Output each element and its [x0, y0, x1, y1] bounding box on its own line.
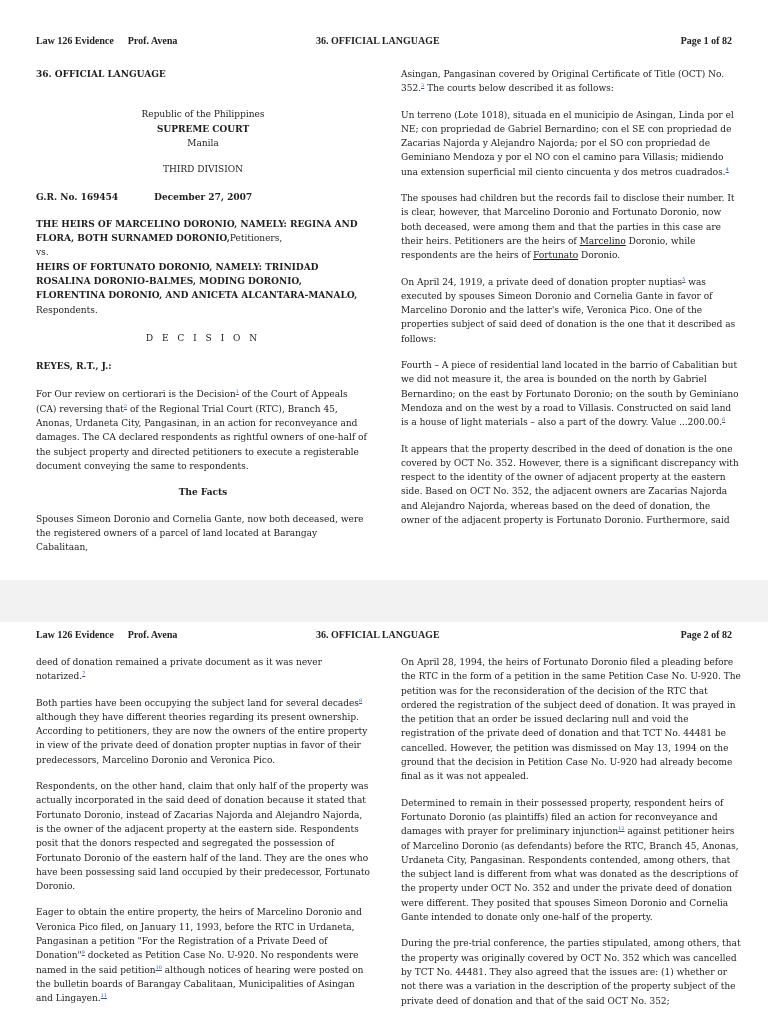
- court-block: [36, 108, 370, 177]
- respondents-role: Respondents.: [36, 305, 98, 316]
- footnote-link[interactable]: 10: [155, 964, 162, 971]
- paragraph: [401, 359, 741, 430]
- right-column: [401, 656, 741, 1021]
- header-page-number: Page 1 of 82: [680, 36, 732, 47]
- page-separator: [0, 580, 768, 622]
- paragraph-text: Eager to obtain the entire property, the heirs of Marcelino Doronio and Veronica Pico filed, on January 11, 1993, before the RTC in Urdaneta, Pangasinan a petition "For the Registration of a Private Deed of Donation": [36, 908, 362, 962]
- respondents-line: [36, 261, 370, 318]
- footnote-link[interactable]: 6: [722, 417, 726, 424]
- petitioners-names: THE HEIRS OF MARCELINO DORONIO, NAMELY: REGINA AND FLORA, BOTH SURNAMED DORONIO,: [36, 219, 358, 245]
- petitioners-line: [36, 218, 370, 247]
- paragraph: [401, 68, 741, 97]
- republic-line: Republic of the Philippines: [141, 110, 265, 121]
- versus-text: vs.: [36, 248, 49, 259]
- paragraph-text: Doronio.: [578, 251, 621, 262]
- paragraph-text: For Our review on certiorari is the Decision: [36, 390, 236, 401]
- paragraph-text: The courts below described it as follows:: [424, 84, 614, 95]
- paragraph-text: Un terreno (Lote 1018), situada en el municipio de Asingan, Linda por el NE; con propriedad de Gabriel Bernardino; con el SE con propriedad de Zacarias Najorda y Alejandro Najorda; por el SO con propriedad de Geminiano Mendoza y por el NO con el camino para Villasis; midiendo una extension superficial mil ciento cincuenta y dos metros cuadrados.: [401, 110, 734, 178]
- paragraph-text: of the Regional Trial Court (RTC), Branch 45, Anonas, Urdaneta City, Pangasinan, in an action for reconveyance and damages. The CA declared respondents as rightful owners of one-half of the subject property and directed petitioners to execute a registerable document conveying the same to respondents.: [36, 404, 367, 472]
- page-header: [0, 630, 768, 644]
- paragraph-text: The spouses had children but the records fail to disclose their number. It is clear, however, that Marcelino Doronio and Fortunato Doronio, now both deceased, were among them and that the parties in this case are their heirs. Petitioners are the heirs of: [401, 194, 735, 247]
- footnote-link[interactable]: 11: [100, 993, 108, 1000]
- underlined-name: Marcelino: [579, 236, 626, 247]
- paragraph-text: Determined to remain in their possessed property, respondent heirs of Fortunato Doronio (as plaintiffs) filed an action for reconveyance and damages with prayer for preliminary injunction: [401, 798, 724, 838]
- court-name: SUPREME COURT: [156, 124, 250, 135]
- paragraph-text: was executed by spouses Simeon Doronio and Cornelia Gante in favor of Marcelino Doronio and the latter's wife, Veronica Pico. One of the properties subject of said deed of donation is the one that it described as follows:: [401, 277, 736, 345]
- header-page-number: Page 2 of 82: [680, 630, 732, 641]
- paragraph-text: of the Court of Appeals (CA) reversing that: [36, 390, 348, 415]
- header-professor: Prof. Avena: [127, 630, 178, 641]
- paragraph-text: On April 24, 1919, a private deed of donation propter nuptias: [401, 277, 683, 288]
- paragraph: [401, 276, 741, 347]
- case-date: December 27, 2007: [154, 193, 253, 204]
- footnote-link[interactable]: 4: [725, 166, 729, 173]
- paragraph-text: although notices of hearing were posted on the bulletin boards of Barangay Cabalitaan, Municipalities of Asingan and Lingayen.: [36, 965, 364, 1005]
- document-page-2: [0, 622, 768, 1024]
- header-course: Law 126 Evidence: [36, 36, 114, 47]
- case-number-line: [36, 191, 370, 205]
- paragraph: [36, 656, 370, 685]
- right-column: [401, 68, 741, 540]
- paragraph: [401, 109, 741, 180]
- section-heading-facts: The Facts: [178, 488, 228, 499]
- footnote-link[interactable]: 8: [358, 697, 363, 704]
- court-city: Manila: [187, 138, 219, 149]
- respondents-names: HEIRS OF FORTUNATO DORONIO, NAMELY: TRINIDAD ROSALINA DORONIO-BALMES, MODING DORONIO, FLORENTINA DORONIO, AND ANICETA ALCANTARA-MANALO,: [36, 262, 358, 302]
- underlined-name: Fortunato: [533, 251, 579, 262]
- footnote-link[interactable]: 9: [81, 950, 85, 957]
- paragraph-text: although they have different theories regarding its present ownership. According to petitioners, they are now the owners of the entire property in view of the private deed of donation propter nuptias in favor of their predecessors, Marcelino Doronio and Veronica Pico.: [36, 712, 368, 766]
- paragraph: [36, 697, 370, 768]
- decision-heading: D E C I S I O N: [145, 333, 261, 344]
- paragraph: On April 28, 1994, the heirs of Fortunato Doronio filed a pleading before the RTC in the form of a petition in the same Petition Case No. U-920. The petition was for the reconsideration of the decision of the RTC that ordered the registration of the subject deed of donation. It was prayed in the petition that an order be issued declaring null and void the registration of the private deed of donation and that TCT No. 44481 be cancelled. However, the petition was dismissed on May 13, 1994 on the ground that the decision in Petition Case No. U-920 had already become final as it was not appealed.: [401, 658, 741, 783]
- document-title: 36. OFFICIAL LANGUAGE: [36, 70, 166, 80]
- paragraph: Spouses Simeon Doronio and Cornelia Gante, now both deceased, were the registered owners of a parcel of land located at Barangay Cabalitaan,: [36, 514, 364, 554]
- paragraph: During the pre-trial conference, the parties stipulated, among others, that the property was originally covered by OCT No. 352 which was cancelled by TCT No. 44481. They also agreed that the issues are: (1) whether or not there was a variation in the description of the property subject of the private deed of donation and that of the said OCT No. 352;: [401, 939, 741, 1007]
- page-header: [0, 36, 768, 50]
- ponente: REYES, R.T., J.:: [36, 362, 112, 373]
- header-topic: 36. OFFICIAL LANGUAGE: [316, 630, 440, 641]
- paragraph-text: Doronio, while respondents are the heirs of: [401, 236, 696, 262]
- division-name: THIRD DIVISION: [162, 165, 244, 176]
- footnote-link[interactable]: 12: [618, 826, 625, 833]
- header-left: [36, 36, 177, 47]
- paragraph: [401, 192, 741, 263]
- paragraph: Respondents, on the other hand, claim that only half of the property was actually incorporated in the said deed of donation because it stated that Fortunato Doronio, instead of Zacarias Najorda and Alejandro Najorda, is the owner of the adjacent property at the eastern side. Respondents posit that the donors respected and segregated the possession of Fortunato Doronio of the eastern half of the land. They are the ones who have been possessing said land occupied by their predecessor, Fortunato Doronio.: [36, 782, 370, 893]
- paragraph-text: deed of donation remained a private document as it was never notarized.: [36, 658, 322, 683]
- paragraph: [36, 906, 370, 1006]
- gr-number: G.R. No. 169454: [36, 193, 119, 204]
- footnote-link[interactable]: 3: [421, 83, 425, 90]
- footnote-link[interactable]: 1: [235, 389, 239, 396]
- paragraph: [401, 797, 741, 926]
- paragraph-text: Fourth – A piece of residential land located in the barrio of Cabalitian but we did not measure it, the area is bounded on the north by Gabriel Bernardino; on the east by Fortunato Doronio; on the south by Geminiano Mendoza and on the west by a road to Villasis. Constructed on said land is a house of light materials – also a part of the dowry. Value ...200.00.: [401, 361, 739, 429]
- paragraph-text: docketed as Petition Case No. U-920. No respondents were named in the said petition: [36, 951, 359, 976]
- left-column: [36, 68, 370, 567]
- paragraph-text: Both parties have been occupying the subject land for several decades: [36, 698, 359, 709]
- header-professor: Prof. Avena: [127, 36, 178, 47]
- paragraph-text: Asingan, Pangasinan covered by Original Certificate of Title (OCT) No. 352.: [401, 70, 725, 95]
- paragraph: [36, 388, 370, 474]
- footnote-link[interactable]: 5: [682, 276, 686, 283]
- case-parties: [36, 218, 370, 318]
- header-course: Law 126 Evidence: [36, 630, 114, 641]
- paragraph-text: against petitioner heirs of Marcelino Doronio (as defendants) before the RTC, Branch 45, Anonas, Urdaneta City, Pangasinan. Respondents contended, among others, that the subject land is different from what was donated as the descriptions of the property under OCT No. 352 and under the private deed of donation were different. They posited that spouses Simeon Doronio and Cornelia Gante intended to donate only one-half of the property.: [401, 827, 739, 924]
- footnote-link[interactable]: 2: [123, 403, 128, 410]
- header-topic: 36. OFFICIAL LANGUAGE: [316, 36, 440, 47]
- left-column: [36, 656, 370, 1019]
- paragraph: It appears that the property described in the deed of donation is the one covered by OCT No. 352. However, there is a significant discrepancy with respect to the identity of the owner of adjacent property at the eastern side. Based on OCT No. 352, the adjacent owners are Zacarias Najorda and Alejandro Najorda, whereas based on the deed of donation, the owner of the adjacent property is Fortunato Doronio. Furthermore, said: [401, 444, 739, 527]
- petitioners-role: Petitioners,: [229, 234, 283, 245]
- header-left: [36, 630, 177, 641]
- footnote-link[interactable]: 7: [82, 671, 86, 678]
